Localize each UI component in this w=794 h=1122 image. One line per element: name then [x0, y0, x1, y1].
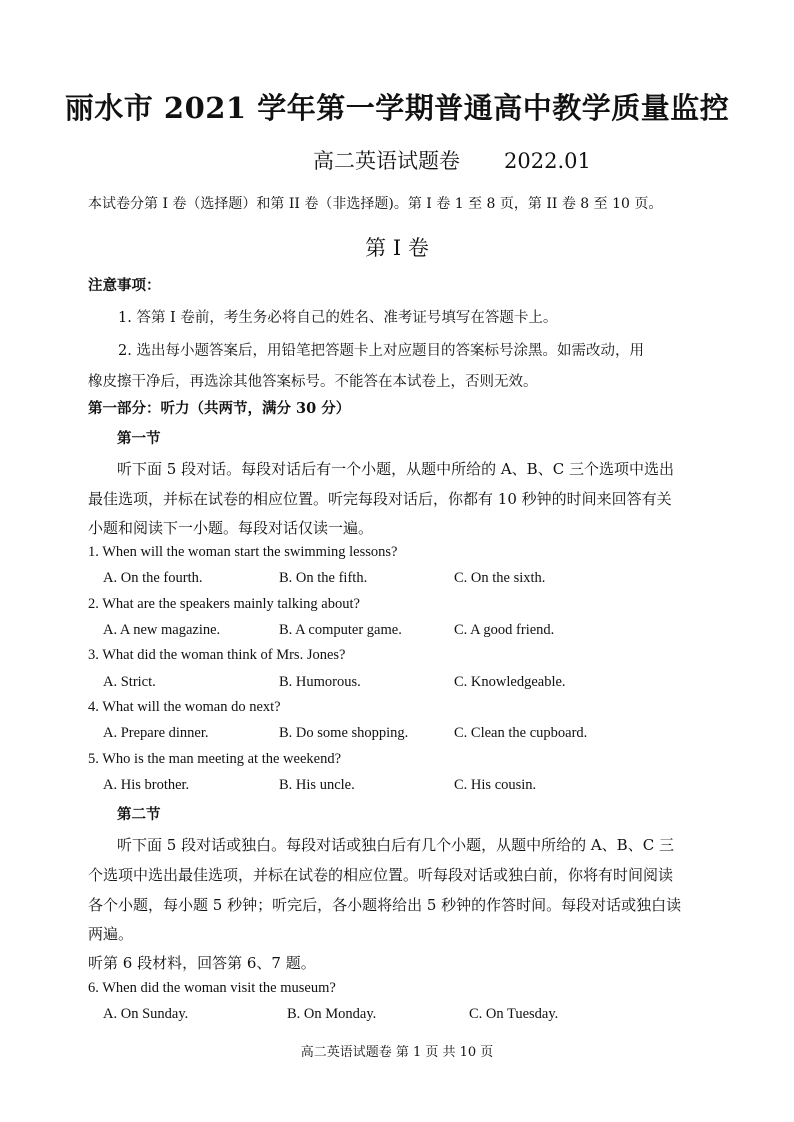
section2-line: 听下面 5 段对话或独白。每段对话或独白后有几个小题，从题中所给的 A、B、C 三	[117, 836, 674, 854]
q4-option-b: B. Do some shopping.	[279, 725, 409, 741]
section1-line: 听下面 5 段对话。每段对话后有一个小题，从题中所给的 A、B、C 三个选项中选出	[117, 460, 674, 478]
q6-option-b: B. On Monday.	[287, 1006, 377, 1022]
part1-heading: 第一部分：听力（共两节，满分 30 分）	[88, 400, 351, 417]
question-6: 6. When did the woman visit the museum?	[88, 980, 336, 996]
section2-heading: 第二节	[117, 806, 161, 823]
exam-subtitle	[313, 145, 591, 175]
note-item-1: 1. 答第 I 卷前，考生务必将自己的姓名、准考证号填写在答题卡上。	[118, 310, 558, 326]
q2-option-a: A. A new magazine.	[103, 622, 221, 638]
section2-line: 个选项中选出最佳选项，并标在试卷的相应位置。听每段对话或独白前，你将有时间阅读	[88, 866, 674, 884]
volume-title: 第 I 卷	[365, 236, 429, 260]
note-item-2-line2: 橡皮擦干净后，再选涂其他答案标号。不能答在本试卷上，否则无效。	[88, 374, 538, 390]
question-2: 2. What are the speakers mainly talking about?	[88, 596, 360, 612]
subject-title: 高二英语试题卷	[313, 149, 460, 173]
q3-option-a: A. Strict.	[103, 674, 156, 690]
q6-option-c: C. On Tuesday.	[469, 1006, 559, 1022]
q3-option-c: C. Knowledgeable.	[454, 674, 566, 690]
page-footer: 高二英语试题卷 第 1 页 共 10 页	[300, 1045, 494, 1060]
q5-option-b: B. His uncle.	[279, 777, 355, 793]
question-3: 3. What did the woman think of Mrs. Jones?	[88, 647, 346, 663]
section1-line: 最佳选项，并标在试卷的相应位置。听完每段对话后，你都有 10 秒钟的时间来回答有关	[88, 490, 672, 508]
section2-line: 各个小题，每小题 5 秒钟；听完后，各小题将给出 5 秒钟的作答时间。每段对话或独白读	[88, 896, 682, 914]
q4-option-c: C. Clean the cupboard.	[454, 725, 588, 741]
q3-option-b: B. Humorous.	[279, 674, 361, 690]
material-instruction: 听第 6 段材料，回答第 6、7 题。	[88, 954, 316, 972]
q1-option-a: A. On the fourth.	[103, 570, 203, 586]
question-5: 5. Who is the man meeting at the weekend?	[88, 751, 341, 767]
q1-option-c: C. On the sixth.	[454, 570, 546, 586]
exam-date: 2022.01	[504, 149, 591, 173]
q1-option-b: B. On the fifth.	[279, 570, 368, 586]
q5-option-c: C. His cousin.	[454, 777, 537, 793]
section1-line: 小题和阅读下一小题。每段对话仅读一遍。	[88, 519, 374, 537]
q2-option-b: B. A computer game.	[279, 622, 402, 638]
question-4: 4. What will the woman do next?	[88, 699, 281, 715]
q2-option-c: C. A good friend.	[454, 622, 555, 638]
section1-heading: 第一节	[117, 430, 161, 447]
exam-title: 丽水市 2021 学年第一学期普通高中教学质量监控	[64, 91, 730, 125]
question-1: 1. When will the woman start the swimming lessons?	[88, 544, 398, 560]
notes-heading: 注意事项：	[88, 277, 161, 294]
section2-line: 两遍。	[88, 925, 134, 943]
intro-text: 本试卷分第 I 卷（选择题）和第 II 卷（非选择题)。第 I 卷 1 至 8 页，第 II 卷 8 至 10 页。	[88, 196, 663, 212]
q4-option-a: A. Prepare dinner.	[103, 725, 209, 741]
note-item-2-line1: 2. 选出每小题答案后，用铅笔把答题卡上对应题目的答案标号涂黑。如需改动，用	[118, 343, 644, 359]
q5-option-a: A. His brother.	[103, 777, 190, 793]
q6-option-a: A. On Sunday.	[103, 1006, 189, 1022]
